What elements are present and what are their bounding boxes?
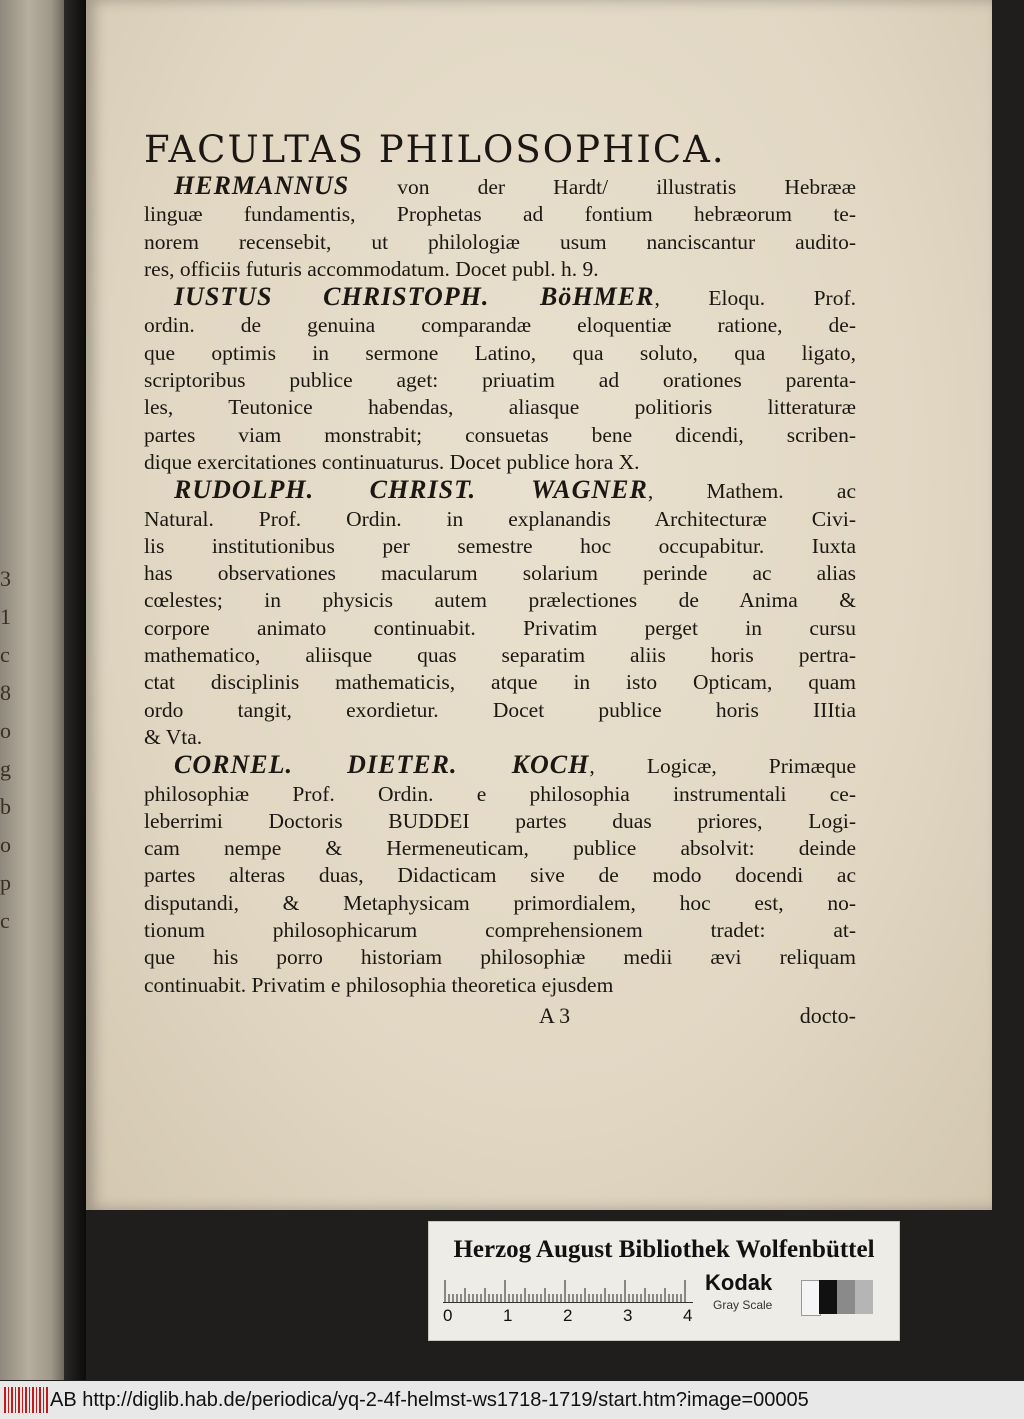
text-line [144,340,856,367]
text-line [144,229,856,256]
line-text: que optimis in sermone Latino, qua soluto, qua ligato, [144,340,856,365]
book-page [86,0,992,1210]
text-line [144,917,856,944]
text-line [144,972,856,999]
page-footer [144,1001,856,1031]
text-line [144,367,856,394]
url-bar [0,1381,1024,1419]
text-line [144,506,856,533]
line-text: scriptoribus publice aget: priuatim ad orationes parenta- [144,368,856,393]
text-line [144,697,856,724]
line-text: corpore animato continuabit. Privatim perget in cursu [144,615,856,640]
line-text: ordo tangit, exordietur. Docet publice horis IIItia [144,697,856,722]
text-line [144,669,856,696]
text-line [144,944,856,971]
line-text: mathematico, aliisque quas separatim aliis horis pertra- [144,643,856,668]
page-heading: FACULTAS PHILOSOPHICA. [144,128,726,171]
line-text: Natural. Prof. Ordin. in explanandis Architecturæ Civi- [144,506,856,531]
line-text: cam nempe & Hermeneuticam, publice absolvit: deinde [144,836,856,861]
text-line [144,587,856,614]
line-text: norem recensebit, ut philologiæ usum nanciscantur audito- [144,229,856,254]
page-url[interactable]: AB http://diglib.hab.de/periodica/yq-2-4f-helmst-ws1718-1719/start.htm?image=00005 [50,1389,809,1411]
swatch-black [819,1280,837,1314]
text-line [144,642,856,669]
text-line [144,394,856,421]
signature-mark: A 3 [539,1002,571,1028]
line-text: lis institutionibus per semestre hoc occupabitur. Iuxta [144,533,856,558]
text-line [144,283,856,312]
text-line [144,201,856,228]
line-text: les, Teutonice habendas, aliasque politioris litteraturæ [144,395,856,420]
line-text: cœlestes; in physicis autem prælectiones de Anima & [144,588,856,613]
swatch-gray [837,1280,855,1314]
line-text: leberrimi Doctoris BUDDEI partes duas priores, Logi- [144,808,856,833]
text-line [144,449,856,476]
line-text: disputandi, & Metaphysicam primordialem, hoc est, no- [144,890,856,915]
text-line [144,835,856,862]
ruler-number: 0 [443,1306,453,1325]
line-text: , Mathem. ac [647,479,856,504]
text-lines [144,172,856,999]
line-text: dique exercitationes continuaturus. Docet publice hora X. [144,449,640,474]
author-name: HERMANNUS [174,171,350,200]
facing-page-marks: 3 1 c 8 o g b o p c [0,566,11,933]
line-text: tionum philosophicarum comprehensionem tradet: at- [144,918,856,943]
ruler-number: 3 [623,1306,633,1325]
line-text: partes viam monstrabit; consuetas bene dicendi, scriben- [144,422,856,447]
ruler-ticks [443,1278,693,1302]
gray-scale-label: Gray Scale [713,1298,773,1312]
line-text: ordin. de genuina comparandæ eloquentiæ ratione, de- [144,313,856,338]
line-text: linguæ fundamentis, Prophetas ad fontium hebræorum te- [144,202,856,227]
text-line [144,615,856,642]
ruler-number: 4 [683,1306,693,1325]
kodak-brand: Kodak [705,1270,773,1295]
line-text: & Vta. [144,724,203,749]
text-line [144,312,856,339]
line-text: continuabit. Privatim e philosophia theoretica ejusdem [144,972,614,997]
text-line [144,476,856,505]
line-text: von der Hardt/ illustratis Hebrææ [349,175,856,199]
swatch-light-gray [855,1280,873,1314]
text-line [144,890,856,917]
library-name: Herzog August Bibliothek Wolfenbüttel [453,1236,875,1263]
page-text [144,128,856,1031]
text-line [144,724,856,751]
author-name: IUSTUS CHRISTOPH. BöHMER [174,282,655,312]
text-line [144,560,856,587]
text-line [144,533,856,560]
text-line [144,172,856,201]
catchword: docto- [799,1002,856,1028]
text-line [144,256,856,283]
line-text: , Logicæ, Primæque [589,754,856,779]
barcode-icon [4,1387,48,1413]
author-name: CORNEL. DIETER. KOCH [174,750,590,780]
line-text: , Eloqu. Prof. [654,286,857,311]
ruler-number: 2 [563,1306,573,1325]
text-line [144,862,856,889]
text-line [144,808,856,835]
line-text: que his porro historiam philosophiæ medii ævi reliquam [144,945,856,970]
library-color-target [428,1221,900,1341]
scale-ruler [443,1278,693,1303]
text-line [144,751,856,780]
text-line [144,781,856,808]
facing-page-edge [0,0,64,1380]
line-text: res, officiis futuris accommodatum. Docet publ. h. 9. [144,256,599,281]
line-text: ctat disciplinis mathematicis, atque in isto Opticam, quam [144,670,856,695]
line-text: has observationes macularum solarium perinde ac alias [144,561,856,586]
text-line [144,422,856,449]
ruler-number: 1 [503,1306,513,1325]
line-text: philosophiæ Prof. Ordin. e philosophia instrumentali ce- [144,781,856,806]
line-text: partes alteras duas, Didacticam sive de modo docendi ac [144,863,856,888]
book-gutter [64,0,86,1380]
swatch-white [801,1280,821,1316]
author-name: RUDOLPH. CHRIST. WAGNER [174,475,648,505]
